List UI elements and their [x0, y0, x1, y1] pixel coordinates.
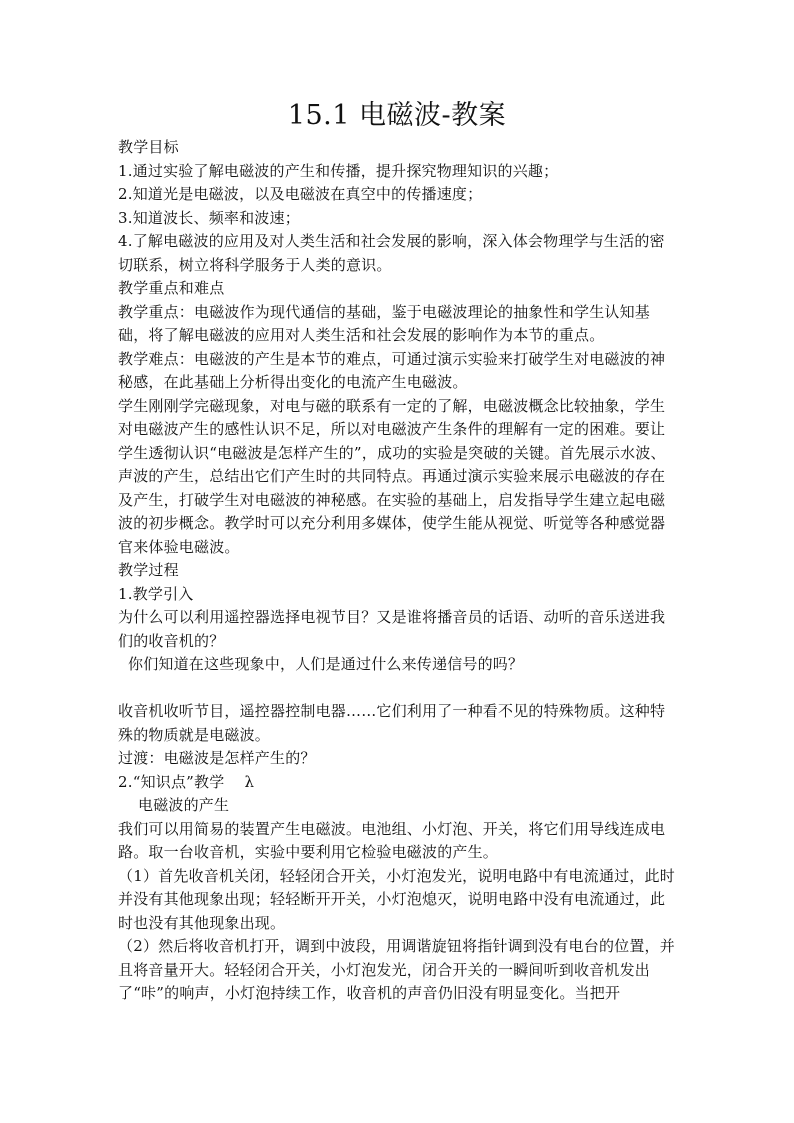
- goal-item-2: 2.知道光是电磁波，以及电磁波在真空中的传播速度；: [118, 185, 483, 203]
- knowledge-points-label: 2.“知识点”教学: [118, 772, 225, 791]
- section-introduction: 1.教学引入: [118, 584, 194, 603]
- heading-key-points: 教学重点和难点: [118, 279, 225, 297]
- lambda-symbol: λ: [244, 772, 255, 791]
- blank-line: [118, 677, 676, 701]
- transition-line: 过渡：电磁波是怎样产生的？: [118, 749, 316, 767]
- intro-explanation: 收音机收听节目，遥控器控制电器……它们利用了一种看不见的特殊物质。这种特殊的物质就是电磁波。: [118, 702, 666, 744]
- difficulty-paragraph: 教学难点：电磁波的产生是本节的难点，可通过演示实验来打破学生对电磁波的神秘感，在此基础上分析得出变化的电流产生电磁波。: [118, 349, 666, 391]
- key-point-paragraph: 教学重点：电磁波作为现代通信的基础，鉴于电磁波理论的抽象性和学生认知基础，将了解电磁波的应用对人类生活和社会发展的影响作为本节的重点。: [118, 302, 651, 344]
- document-page: [118, 96, 676, 1006]
- experiment-setup: 我们可以用简易的装置产生电磁波。电池组、小灯泡、开关，将它们用导线连成电路。取一台收音机，实验中要利用它检验电磁波的产生。: [118, 819, 666, 861]
- intro-question: 为什么可以利用遥控器选择电视节目？又是谁将播音员的话语、动听的音乐送进我们的收音机的？: [118, 608, 666, 650]
- section-knowledge-points: [118, 771, 676, 795]
- heading-teaching-process: 教学过程: [118, 561, 179, 579]
- heading-teaching-goals: 教学目标: [118, 138, 179, 156]
- analysis-paragraph: 学生刚刚学完磁现象，对电与磁的联系有一定的了解，电磁波概念比较抽象，学生对电磁波产生的感性认识不足，所以对电磁波产生条件的理解有一定的困难。要让学生透彻认识“电磁波是怎样产生的”，成功的实验是突破的关键。首先展示水波、声波的产生，总结出它们产生时的共同特点。再通过演示实验来展示电磁波的存在及产生，打破学生对电磁波的神秘感。在实验的基础上，启发指导学生建立起电磁波的初步概念。教学时可以充分利用多媒体，使学生能从视觉、听觉等各种感觉器官来体验电磁波。: [118, 396, 666, 556]
- experiment-step-2: （2）然后将收音机打开，调到中波段，用调谐旋钮将指针调到没有电台的位置，并且将音量开大。轻轻闭合开关，小灯泡发光，闭合开关的一瞬间听到收音机发出了“咔”的响声，小灯泡持续工作，收音机的声音仍旧没有明显变化。当把开: [118, 937, 675, 1002]
- goal-item-1: 1.通过实验了解电磁波的产生和传播，提升探究物理知识的兴趣；: [118, 161, 559, 180]
- intro-question-2: 你们知道在这些现象中，人们是通过什么来传递信号的吗？: [128, 655, 524, 673]
- goal-item-3: 3.知道波长、频率和波速；: [118, 208, 300, 227]
- experiment-step-1: （1）首先收音机关闭，轻轻闭合开关，小灯泡发光，说明电路中有电流通过，此时并没有其他现象出现；轻轻断开开关，小灯泡熄灭，说明电路中没有电流通过，此时也没有其他现象出现。: [118, 866, 675, 932]
- goal-item-4: 4.了解电磁波的应用及对人类生活和社会发展的影响，深入体会物理学与生活的密切联系，树立将科学服务于人类的意识。: [118, 232, 665, 274]
- subheading-em-wave-generation: 电磁波的产生: [138, 796, 230, 814]
- document-title: 15.1 电磁波-教案: [287, 100, 507, 131]
